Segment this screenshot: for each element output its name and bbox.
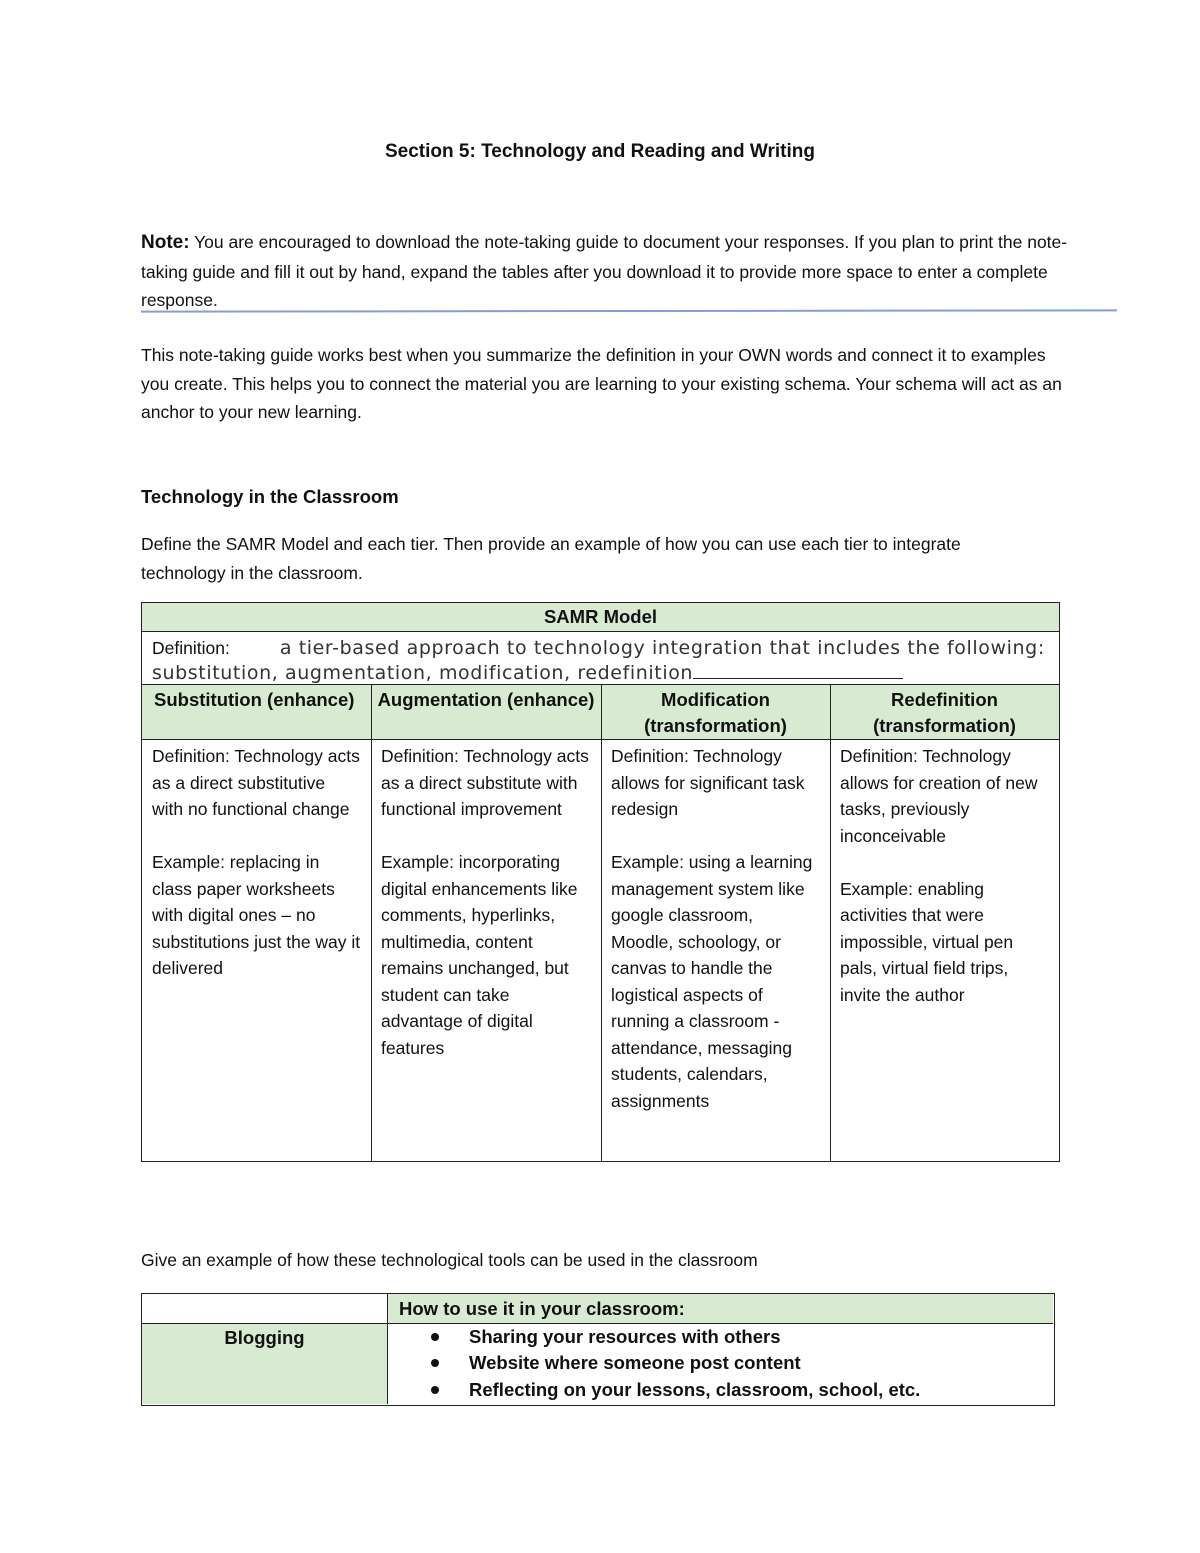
samr-table <box>141 602 1060 1162</box>
column-divider <box>601 685 602 1161</box>
page-title: Section 5: Technology and Reading and Writing <box>385 141 815 162</box>
tools-table <box>141 1293 1055 1405</box>
bullet-icon <box>431 1386 439 1394</box>
tier-example: Example: enabling activities that were impossible, virtual pen pals, virtual field trips, invite the author <box>840 878 1014 1005</box>
tool-uses-list <box>388 1324 1053 1403</box>
tier-heading-redefinition: Redefinition (transformation) <box>830 685 1059 740</box>
samr-definition-label: Definition: <box>152 638 230 658</box>
tier-definition: Definition: Technology allows for significant task redesign <box>611 746 805 819</box>
tools-prompt: Give an example of how these technological tools can be used in the classroom <box>141 1250 758 1270</box>
samr-definition-value: a tier-based approach to technology integration that includes the following: substitution, augmentation, modification, redefinition <box>152 637 1045 684</box>
tier-cell-augmentation <box>371 740 601 1161</box>
table-bottom-border <box>141 1405 1055 1406</box>
tier-definition: Definition: Technology acts as a direct substitutive with no functional change <box>152 746 360 819</box>
tier-example: Example: incorporating digital enhancements like comments, hyperlinks, multimedia, content remains unchanged, but student can take advantage of digital features <box>381 852 578 1058</box>
tool-uses-blogging <box>388 1324 1053 1404</box>
bullet-icon <box>431 1359 439 1367</box>
tier-definition: Definition: Technology allows for creation of new tasks, previously inconceivable <box>840 746 1038 846</box>
tools-table-corner-cell <box>142 1294 388 1324</box>
tier-heading-modification: Modification (transformation) <box>601 685 830 740</box>
list-item <box>388 1377 1053 1403</box>
tier-cell-substitution <box>142 740 371 1161</box>
tool-name-blogging: Blogging <box>142 1324 388 1404</box>
tier-heading-substitution: Substitution (enhance) <box>142 685 371 740</box>
define-prompt: Define the SAMR Model and each tier. Then provide an example of how you can use each tier to integrate technology in the classroom. <box>141 534 961 583</box>
section-heading: Technology in the Classroom <box>141 486 399 507</box>
list-item <box>388 1350 1053 1376</box>
tools-column-header: How to use it in your classroom: <box>388 1294 1053 1324</box>
tier-cell-redefinition <box>830 740 1059 1161</box>
intro-paragraph: This note-taking guide works best when you summarize the definition in your OWN words and connect it to examples you create. This helps you to connect the material you are learning to your existing schema. Your schema will act as an anchor to your new learning. <box>141 345 1062 422</box>
tier-example: Example: using a learning management system like google classroom, Moodle, schoology, or canvas to handle the logistical aspects of running a classroom -attendance, messaging students, calendars, assignments <box>611 852 813 1111</box>
note-text: You are encouraged to download the note-taking guide to document your responses. If you plan to print the note-taking guide and fill it out by hand, expand the tables after you download it to provide more space to enter a complete response. <box>141 232 1068 310</box>
tier-heading-augmentation: Augmentation (enhance) <box>371 685 601 740</box>
list-item-text: Sharing your resources with others <box>469 1326 781 1347</box>
tier-cell-modification <box>601 740 830 1161</box>
samr-definition-row <box>142 632 1059 685</box>
column-divider <box>371 685 372 1161</box>
tier-definition: Definition: Technology acts as a direct substitute with functional improvement <box>381 746 589 819</box>
note-paragraph <box>141 228 1081 315</box>
bullet-icon <box>431 1333 439 1341</box>
column-divider <box>830 685 831 1161</box>
list-item <box>388 1324 1053 1350</box>
list-item-text: Website where someone post content <box>469 1352 801 1374</box>
note-label: Note: <box>141 232 190 253</box>
tier-example: Example: replacing in class paper worksheets with digital ones – no substitutions just the way it delivered <box>152 852 361 978</box>
list-item-text: Reflecting on your lessons, classroom, school, etc. <box>469 1378 921 1400</box>
answer-underline <box>693 662 903 679</box>
samr-table-title: SAMR Model <box>142 603 1059 632</box>
